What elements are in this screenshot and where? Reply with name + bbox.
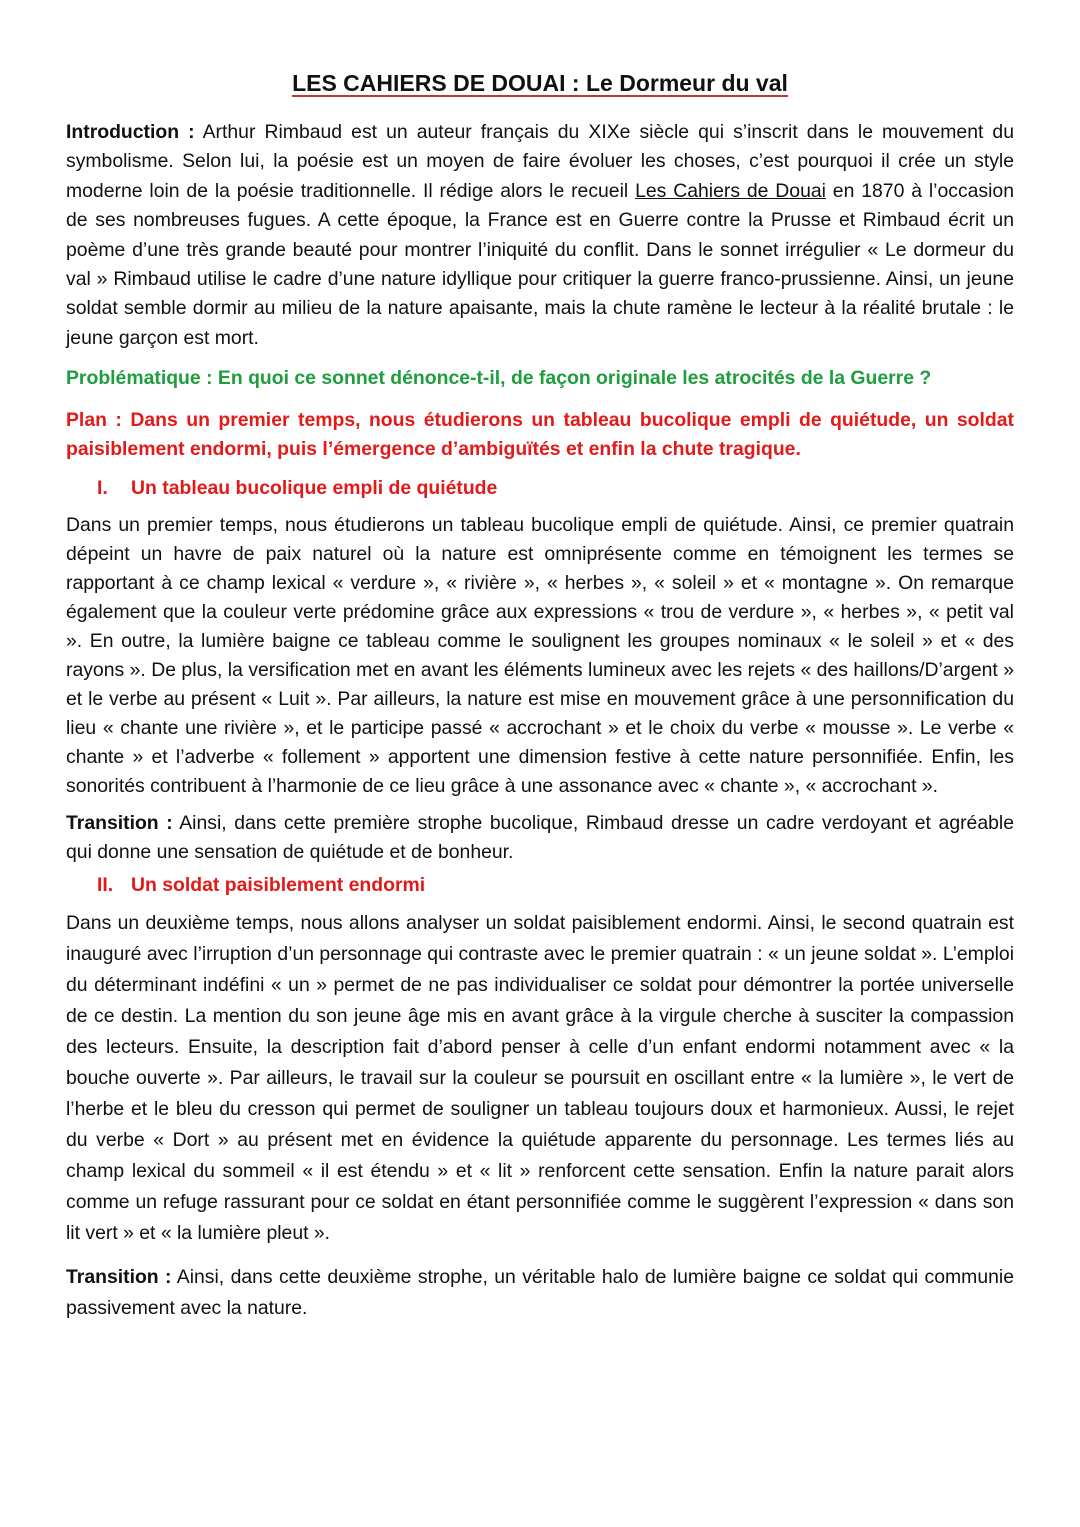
page-title: LES CAHIERS DE DOUAI : Le Dormeur du val: [292, 70, 788, 96]
transition-label: Transition :: [66, 812, 173, 835]
section-2-transition: [66, 1262, 1014, 1324]
document-page: [66, 68, 1014, 1324]
plan: Plan : Dans un premier temps, nous étudierons un tableau bucolique empli de quiétude, un soldat paisiblement endormi, puis l’émergence d’ambiguïtés et enfin la chute tragique.: [66, 408, 1014, 461]
section-2-title: Un soldat paisiblement endormi: [131, 874, 426, 897]
introduction-paragraph: [66, 118, 1014, 353]
section-1-body: Dans un premier temps, nous étudierons un tableau bucolique empli de quiétude. Ainsi, ce premier quatrain dépeint un havre de paix naturel où la nature est omniprésente comme en témoignent les termes se rapportant à ce champ lexical « verdure », « rivière », « herbes », « soleil » et « montagne ». On remarque également que la couleur verte prédomine grâce aux expressions « trou de verdure », « herbes », « petit val ». En outre, la lumière baigne ce tableau comme le soulignent les groupes nominaux « le soleil » et « des rayons ». De plus, la versification met en avant les éléments lumineux avec les rejets « des haillons/D’argent » et le verbe au présent « Luit ». Par ailleurs, la nature est mise en mouvement grâce à une personnification du lieu « chante une rivière », et le participe passé « accrochant » et le choix du verbe « mousse ». Le verbe « chante » et l’adverbe « follement » apportent une dimension festive à cette nature personnifiée. Enfin, les sonorités contribuent à l’harmonie de ce lieu grâce à une assonance avec « chante », « accrochant ».: [66, 514, 1014, 798]
book-title: Les Cahiers de Douai: [635, 179, 826, 202]
transition-text: Ainsi, dans cette deuxième strophe, un véritable halo de lumière baigne ce soldat qui communie passivement avec la nature.: [66, 1266, 1014, 1320]
introduction-text-end: en 1870 à l’occasion de ses nombreuses fugues. A cette époque, la France est en Guerre contre la Prusse et Rimbaud écrit un poème d’une très grande beauté pour montrer l’iniquité du conflit. Dans le sonnet irrégulier « Le dormeur du val » Rimbaud utilise le cadre d’une nature idyllique pour critiquer la guerre franco-prussienne. Ainsi, un jeune soldat semble dormir au milieu de la nature apaisante, mais la chute ramène le lecteur à la réalité brutale : le jeune garçon est mort.: [66, 179, 1014, 349]
section-1-title: Un tableau bucolique empli de quiétude: [131, 477, 498, 500]
section-2-heading: [66, 871, 1014, 900]
transition-label: Transition :: [66, 1266, 172, 1289]
section-2-body: Dans un deuxième temps, nous allons analyser un soldat paisiblement endormi. Ainsi, le second quatrain est inauguré avec l’irruption d’un personnage qui contraste avec le premier quatrain : « un jeune soldat ». L’emploi du déterminant indéfini « un » permet de ne pas individualiser ce soldat pour démontrer la portée universelle de ce destin. La mention du son jeune âge mis en avant grâce à la virgule cherche à susciter la compassion des lecteurs. Ensuite, la description fait d’abord penser à celle d’un enfant endormi notamment avec « la bouche ouverte ». Par ailleurs, le travail sur la couleur se poursuit en oscillant entre « la lumière », le vert de l’herbe et le bleu du cresson qui permet de souligner un tableau toujours doux et harmonieux. Aussi, le rejet du verbe « Dort » au présent met en évidence la quiétude apparente du personnage. Les termes liés au champ lexical du sommeil « il est étendu » et « lit » renforcent cette sensation. Enfin la nature parait alors comme un refuge rassurant pour ce soldat en étant personnifiée comme le suggèrent l’expression « dans son lit vert » et « la lumière pleut ».: [66, 912, 1014, 1245]
problematique: Problématique : En quoi ce sonnet dénonce-t-il, de façon originale les atrocités de la Guerre ?: [66, 367, 932, 390]
section-2-number: II.: [97, 874, 114, 897]
transition-text: Ainsi, dans cette première strophe bucolique, Rimbaud dresse un cadre verdoyant et agréable qui donne une sensation de quiétude et de bonheur.: [66, 812, 1015, 864]
section-1-heading: [66, 474, 1014, 503]
section-1-number: I.: [97, 477, 108, 500]
section-1-transition: [66, 809, 1014, 867]
introduction-label: Introduction :: [66, 121, 195, 143]
introduction-text-start: Arthur Rimbaud est un auteur français du XIXe siècle qui s’inscrit dans le mouvement du symbolisme. Selon lui, la poésie est un moyen de faire évoluer les choses, c’est pourquoi il crée un style moderne loin de la poésie traditionnelle. Il rédige alors le recueil: [66, 121, 1015, 202]
